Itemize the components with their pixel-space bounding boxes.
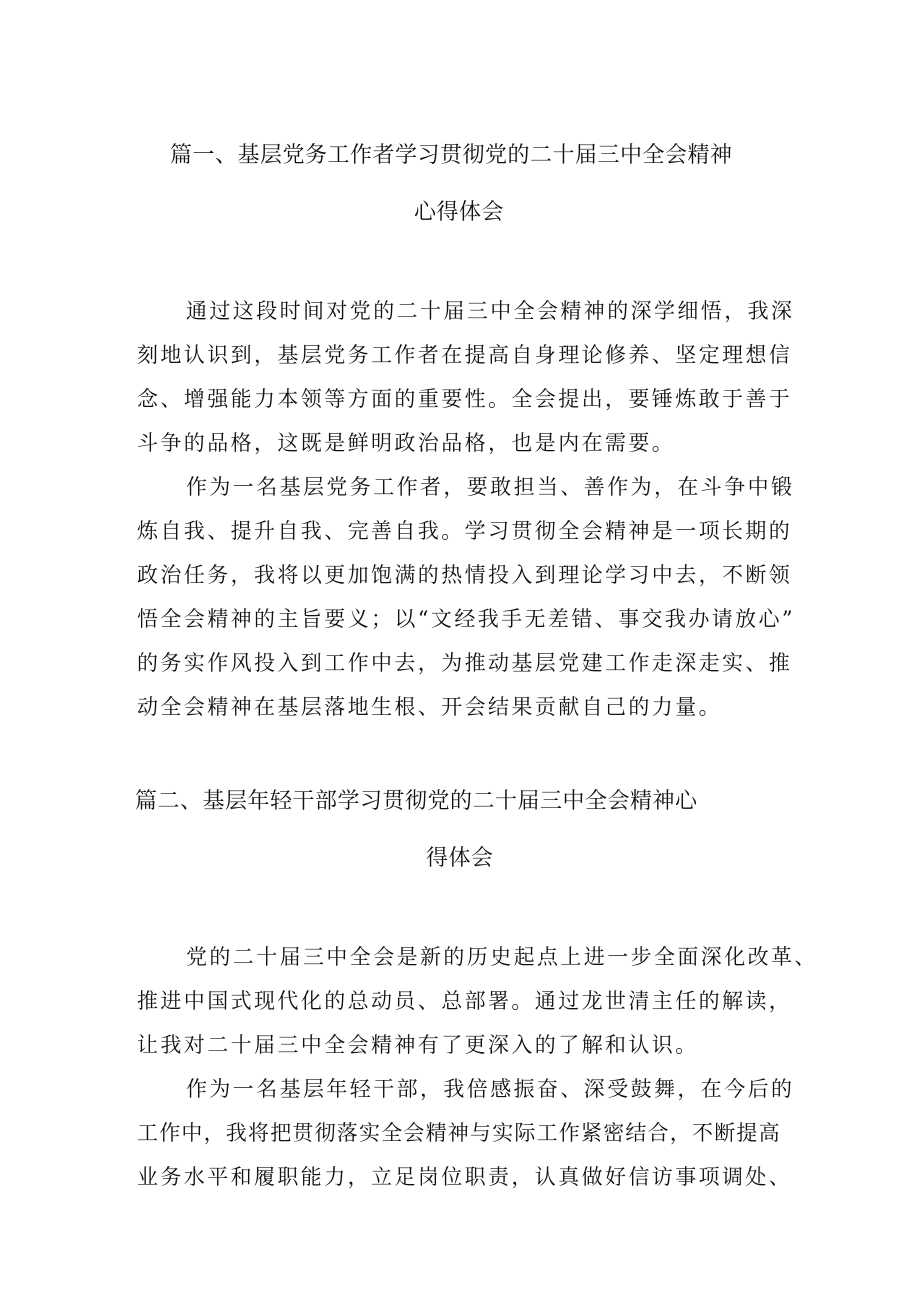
section-1-title-line-1: 篇一、基层党务工作者学习贯彻党的二十届三中全会精神: [170, 143, 733, 168]
section-1-paragraph-2-line-3: 政治任务，我将以更加饱满的热情投入到理论学习中去，不断领: [137, 563, 793, 587]
section-1-paragraph-2-line-5: 的务实作风投入到工作中去，为推动基层党建工作走深走实、推: [137, 651, 793, 675]
section-2-paragraph-2-line-3: 业务水平和履职能力，立足岗位职责，认真做好信访事项调处、: [137, 1165, 793, 1189]
section-1-paragraph-2-line-2: 炼自我、提升自我、完善自我。学习贯彻全会精神是一项长期的: [137, 519, 793, 543]
section-1-paragraph-1-line-3: 念、增强能力本领等方面的重要性。全会提出，要锤炼敢于善于: [137, 387, 793, 411]
section-2-title-line-2: 得体会: [426, 846, 494, 871]
section-1-title-line-2: 心得体会: [414, 200, 505, 225]
section-2-paragraph-2-line-1: 作为一名基层年轻干部，我倍感振奋、深受鼓舞，在今后的: [186, 1077, 795, 1101]
section-2-paragraph-1-line-2: 推进中国式现代化的总动员、总部署。通过龙世清主任的解读，: [137, 989, 793, 1013]
section-1-paragraph-1-line-4: 斗争的品格，这既是鲜明政治品格，也是内在需要。: [137, 431, 676, 455]
section-1-paragraph-1-line-1: 通过这段时间对党的二十届三中全会精神的深学细悟，我深: [186, 299, 795, 323]
section-1-paragraph-2-line-4: 悟全会精神的主旨要义；以“文经我手无差错、事交我办请放心”: [137, 607, 796, 631]
section-2-paragraph-2-line-2: 工作中，我将把贯彻落实全会精神与实际工作紧密结合，不断提高: [137, 1121, 781, 1145]
section-1-paragraph-2-line-1: 作为一名基层党务工作者，要敢担当、善作为，在斗争中锻: [186, 475, 795, 499]
section-2-paragraph-1-line-1: 党的二十届三中全会是新的历史起点上进一步全面深化改革、: [186, 945, 818, 969]
section-2-title-line-1: 篇二、基层年轻干部学习贯彻党的二十届三中全会精神心: [135, 789, 698, 814]
section-2-paragraph-1-line-3: 让我对二十届三中全会精神有了更深入的了解和认识。: [137, 1033, 699, 1057]
section-1-paragraph-2-line-6: 动全会精神在基层落地生根、开会结果贡献自己的力量。: [137, 695, 722, 719]
section-1-paragraph-1-line-2: 刻地认识到，基层党务工作者在提高自身理论修养、坚定理想信: [137, 343, 793, 367]
